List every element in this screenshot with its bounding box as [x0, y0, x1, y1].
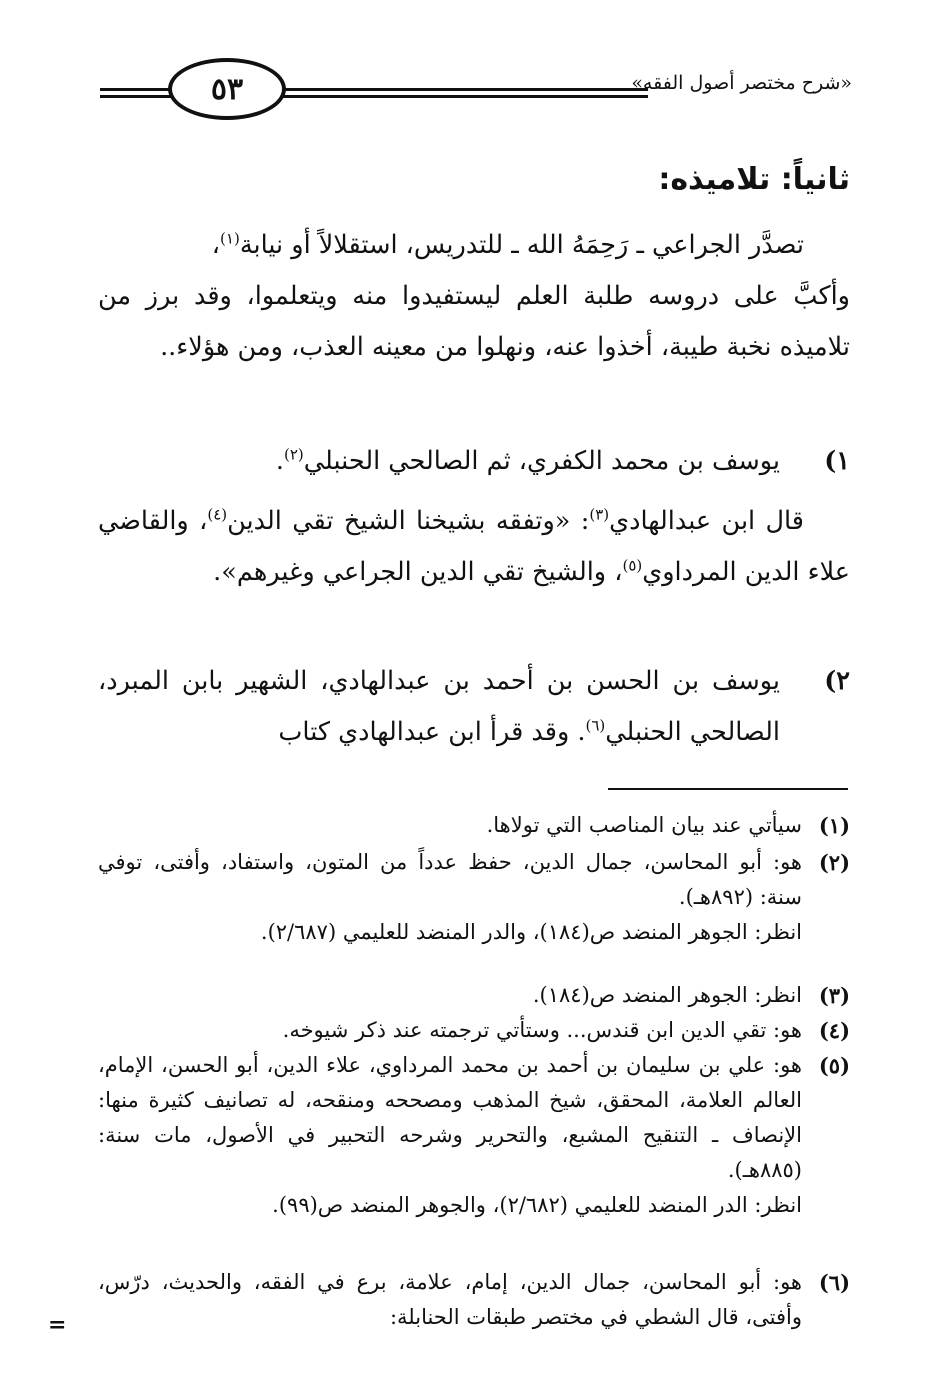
- page-number: [168, 58, 286, 120]
- student-number: ٢): [824, 666, 850, 696]
- intro-paragraph: [98, 220, 850, 373]
- student-end: .: [275, 446, 284, 476]
- footnote-1: [98, 808, 850, 843]
- footnote-2: [98, 845, 850, 950]
- intro-punct: ،: [211, 230, 221, 260]
- footnote-number: (٣): [818, 983, 850, 1008]
- footnote-source: انظر: الجوهر المنضد ص(١٨٤)، والدر المنضد للعليمي (٢/٦٨٧).: [260, 920, 802, 944]
- student-item-2: [98, 656, 850, 758]
- quote-paragraph: [98, 496, 850, 598]
- header-rule-right: [278, 88, 648, 98]
- footnote-ref-5[interactable]: (٥): [622, 556, 643, 575]
- running-header-title: «شرح مختصر أصول الفقه»: [631, 72, 852, 94]
- footnote-text: هو: علي بن سليمان بن أحمد بن محمد المرداوي، علاء الدين، أبو الحسن، الإمام، العالم العلامة، المحقق، شيخ المذهب ومصححه ومنقحه، له تصانيف كثيرة منها: الإنصاف ـ التنقيح المشبع، والتحرير وشرحه التحبير في الأصول، مات سنة: (٨٨٥هـ).: [98, 1053, 802, 1182]
- footnote-text: هو: أبو المحاسن، جمال الدين، حفظ عدداً من المتون، واستفاد، وأفتى، توفي سنة: (٨٩٢هـ).: [98, 850, 802, 909]
- student-name: يوسف بن محمد الكفري، ثم الصالحي الحنبلي: [303, 446, 780, 476]
- quote-part-c: ، والقاضي علاء الدين المرداوي: [98, 506, 850, 587]
- student-name: يوسف بن الحسن بن أحمد بن عبدالهادي، الشهير بابن المبرد، الصالحي الحنبلي: [98, 666, 780, 747]
- footnote-separator: [608, 788, 848, 790]
- quote-part-d: ، والشيخ تقي الدين الجراعي وغيرهم».: [213, 557, 623, 587]
- footnote-3: [98, 978, 850, 1013]
- footnote-text: هو: تقي الدين ابن قندس... وستأتي ترجمته عند ذكر شيوخه.: [282, 1018, 802, 1042]
- footnote-4: [98, 1013, 850, 1048]
- footnote-ref-6[interactable]: (٦): [585, 716, 606, 735]
- page-number-text: ٥٣: [210, 71, 244, 107]
- footnote-ref-1[interactable]: (١): [220, 229, 240, 248]
- footnote-number: (٢): [818, 850, 850, 875]
- student-text: [98, 656, 780, 758]
- intro-first-line: [98, 220, 850, 271]
- footnote-ref-3[interactable]: (٣): [589, 505, 610, 524]
- footnote-number: (٥): [818, 1053, 850, 1078]
- footnote-5: [98, 1048, 850, 1223]
- intro-text-1: تصدَّر الجراعي ـ رَحِمَهُ الله ـ للتدريس، استقلالاً أو نيابة: [239, 230, 804, 260]
- footnote-ref-4[interactable]: (٤): [207, 505, 228, 524]
- quote-text: [98, 496, 850, 598]
- section-title: ثانياً: تلاميذه:: [658, 162, 850, 197]
- footnote-text: سيأتي عند بيان المناصب التي تولاها.: [486, 813, 802, 837]
- footnote-ref-2[interactable]: (٢): [284, 445, 304, 464]
- student-item-1: [98, 436, 850, 487]
- continuation-mark: =: [48, 1312, 67, 1338]
- footnote-number: (٤): [818, 1018, 850, 1043]
- student-number: ١): [824, 446, 850, 476]
- footnote-6: [98, 1265, 850, 1335]
- footnote-source: انظر: الدر المنضد للعليمي (٢/٦٨٢)، والجوهر المنضد ص(٩٩).: [272, 1193, 802, 1217]
- student-end: . وقد قرأ ابن عبدالهادي كتاب: [278, 717, 586, 747]
- intro-rest: وأكبَّ على دروسه طلبة العلم ليستفيدوا منه ويتعلموا، وقد برز من تلاميذه نخبة طيبة، أخذوا عنه، ونهلوا من معينه العذب، ومن هؤلاء..: [98, 281, 850, 362]
- quote-part-b: : «وتفقه بشيخنا الشيخ تقي الدين: [227, 506, 590, 536]
- footnote-number: (١): [818, 813, 850, 838]
- footnote-number: (٦): [818, 1270, 850, 1295]
- footnote-text: انظر: الجوهر المنضد ص(١٨٤).: [532, 983, 802, 1007]
- footnote-text: هو: أبو المحاسن، جمال الدين، إمام، علامة، برع في الفقه، والحديث، درّس، وأفتى، قال الشطي في مختصر طبقات الحنابلة:: [98, 1270, 802, 1329]
- quote-part-a: قال ابن عبدالهادي: [609, 506, 804, 536]
- student-text: [98, 436, 780, 487]
